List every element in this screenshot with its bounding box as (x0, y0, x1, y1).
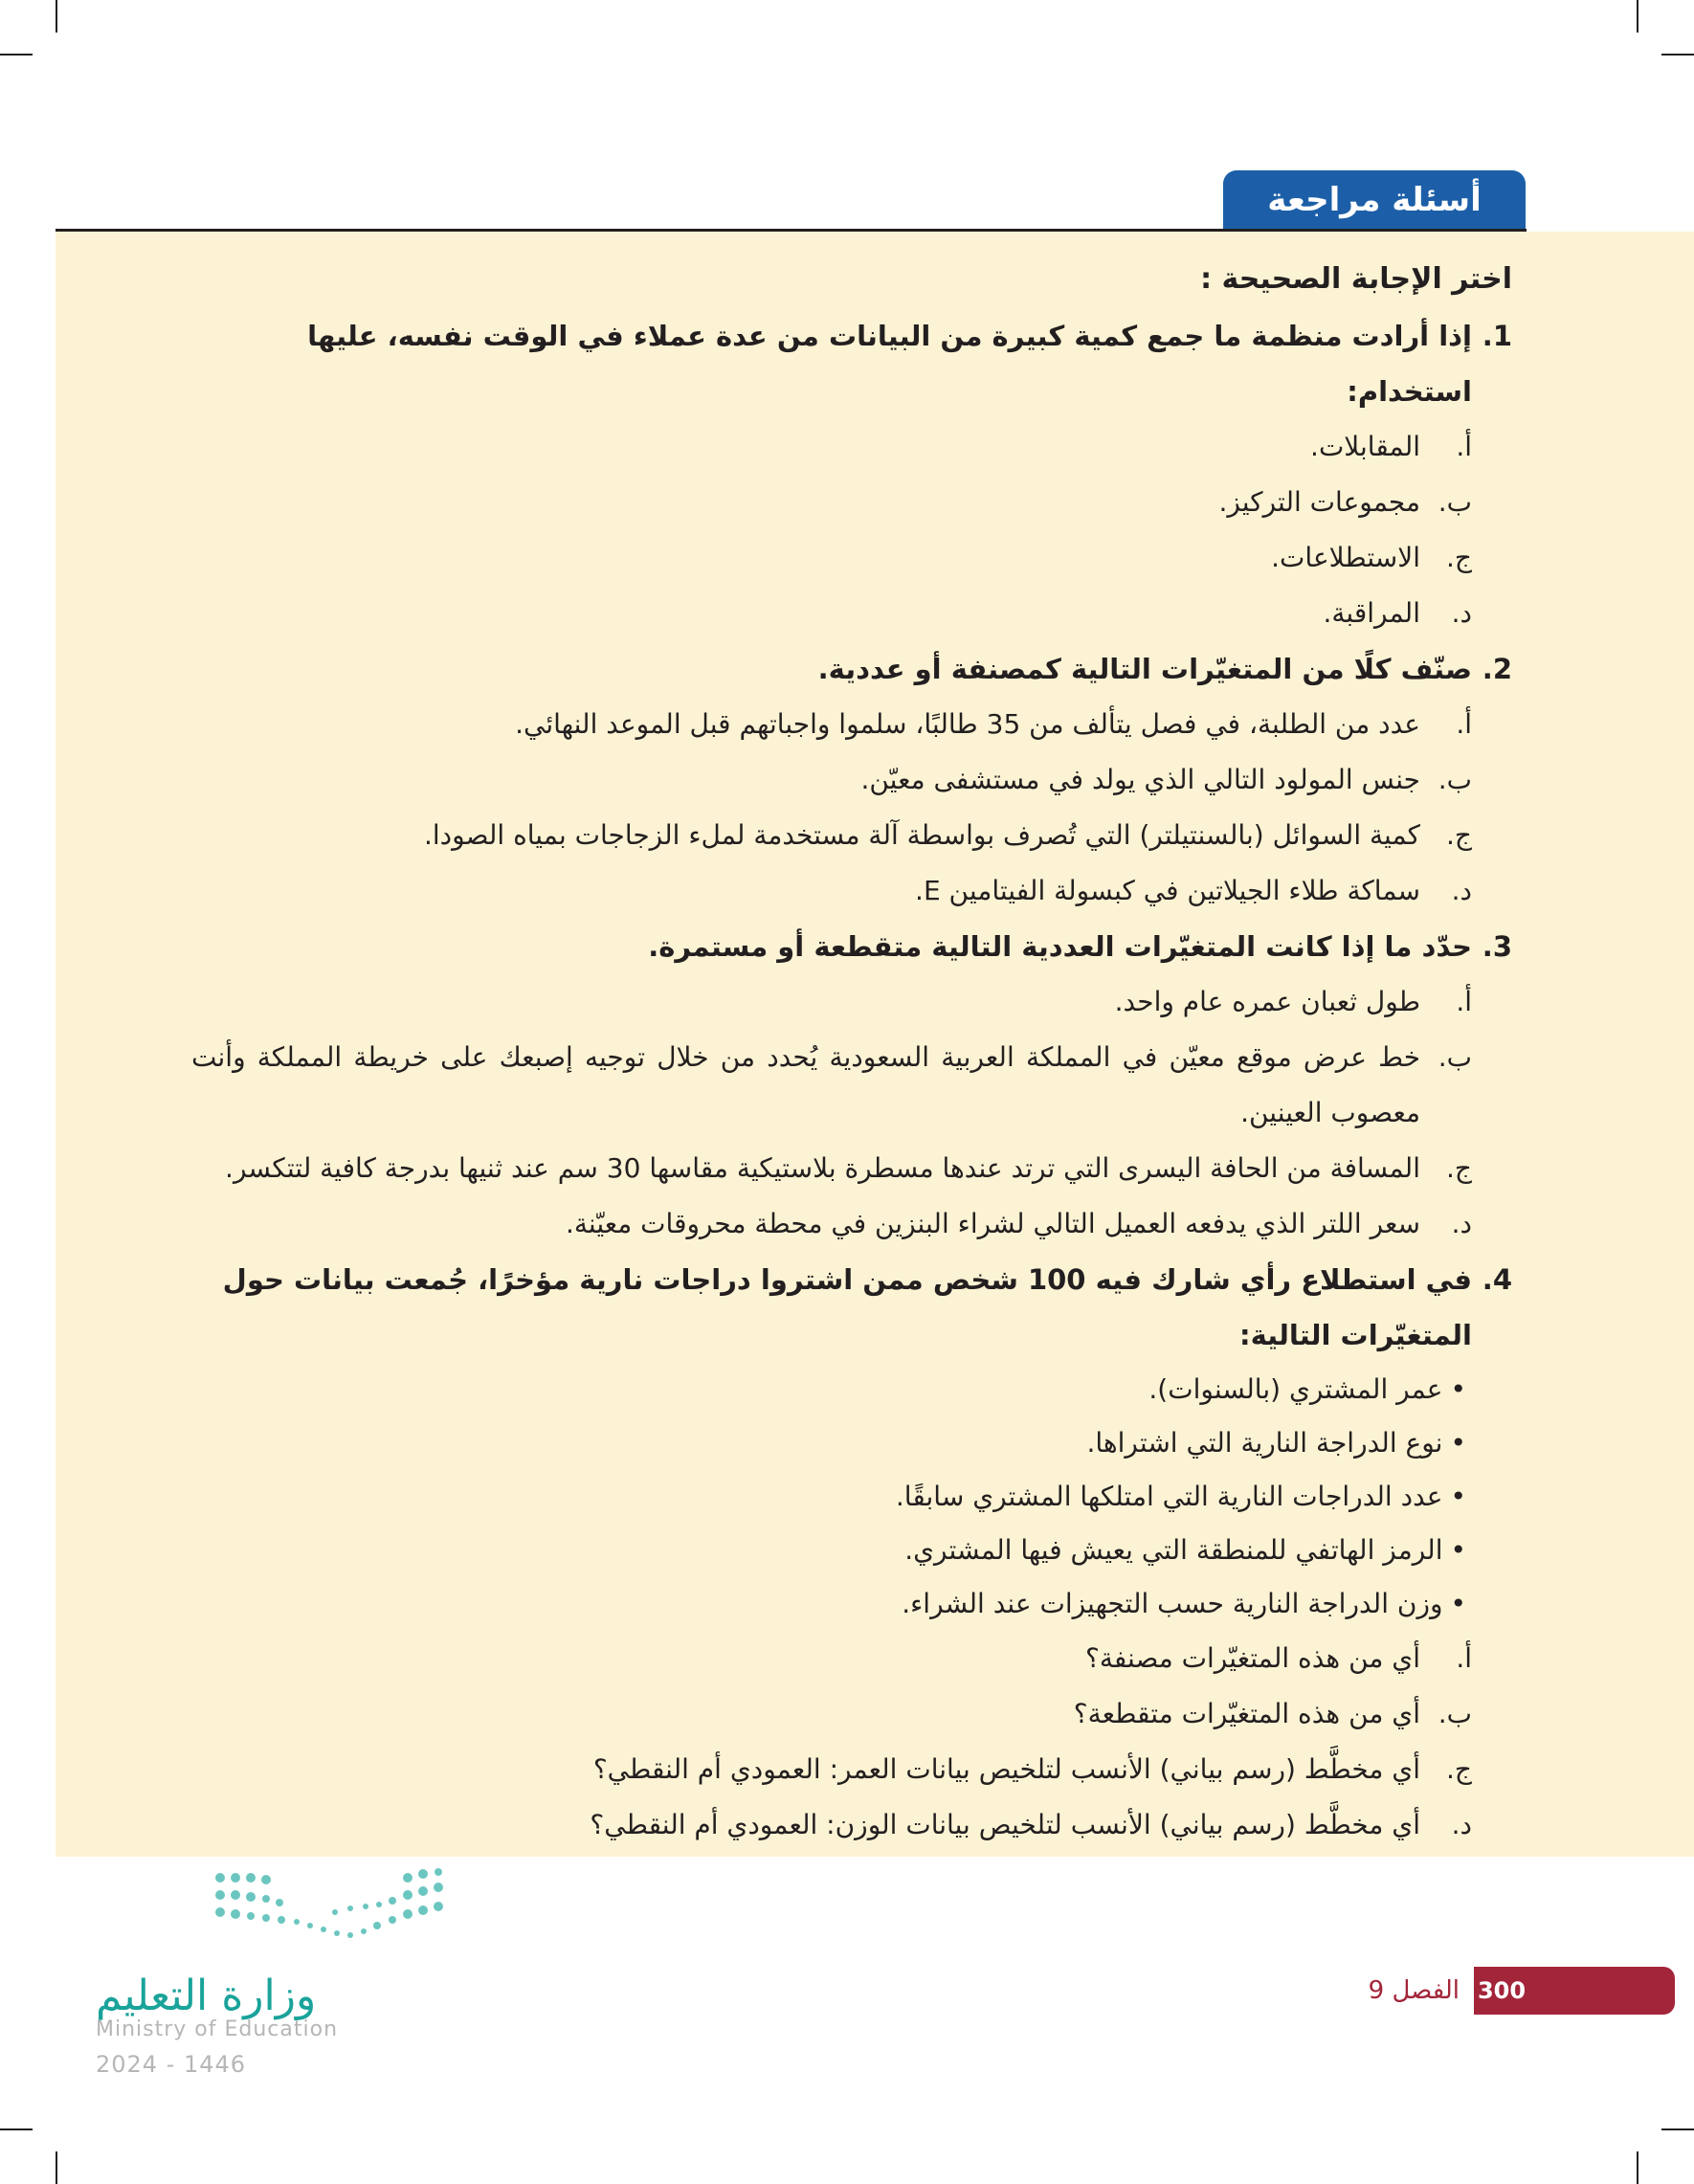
question-number: 1. (1482, 320, 1512, 352)
option (191, 1030, 1512, 1141)
option-text: أي من هذه المتغيّرات مصنفة؟ (1085, 1642, 1420, 1674)
option-text: أي مخطَّط (رسم بياني) الأنسب لتلخيص بيانات الوزن: العمودي أم النقطي؟ (590, 1809, 1420, 1840)
bullet-item (191, 1524, 1512, 1577)
question-text: صنّف كلًا من المتغيّرات التالية كمصنفة أو عددية. (817, 653, 1472, 685)
option-letter: ب. (1438, 1698, 1472, 1729)
ministry-year: 2024 - 1446 (96, 2051, 247, 2078)
question-number: 2. (1482, 653, 1512, 685)
option (191, 530, 1512, 586)
bullet-text: نوع الدراجة النارية التي اشتراها. (1086, 1427, 1443, 1459)
option (191, 419, 1512, 475)
option-letter: ج. (1446, 542, 1472, 573)
option-text: كمية السوائل (بالسنتيلتر) التي تُصرف بواسطة آلة مستخدمة لملء الزجاجات بمياه الصودا. (424, 819, 1420, 851)
question-number: 4. (1482, 1263, 1512, 1296)
option-text: أي مخطَّط (رسم بياني) الأنسب لتلخيص بيانات العمر: العمودي أم النقطي؟ (592, 1753, 1420, 1785)
question (191, 308, 1512, 419)
option-text: خط عرض موقع معيّن في المملكة العربية السعودية يُحدد من خلال توجيه إصبعك على خريطة المملكة وأنت معصوب العينين. (191, 1041, 1420, 1128)
option (191, 1686, 1512, 1742)
option (191, 697, 1512, 752)
question-text: في استطلاع رأي شارك فيه 100 شخص ممن اشتروا دراجات نارية مؤخرًا، جُمعت بيانات حول المتغيّرات التالية: (222, 1263, 1472, 1351)
bullet-item (191, 1416, 1512, 1470)
question-number: 3. (1482, 930, 1512, 963)
option-letter: د. (1451, 1208, 1472, 1239)
option (191, 752, 1512, 808)
bullet-icon: • (1450, 1588, 1466, 1619)
option-letter: أ. (1456, 986, 1472, 1017)
crop-mark (1661, 54, 1694, 56)
option-letter: أ. (1456, 1642, 1472, 1674)
option-text: طول ثعبان عمره عام واحد. (1114, 986, 1420, 1017)
question (191, 1252, 1512, 1363)
bullet-icon: • (1450, 1373, 1466, 1405)
option-text: المراقبة. (1323, 597, 1420, 629)
crop-mark (1661, 2128, 1694, 2130)
option (191, 586, 1512, 641)
option (191, 1141, 1512, 1196)
bullet-icon: • (1450, 1427, 1466, 1459)
option (191, 974, 1512, 1030)
ministry-logo-icon (211, 1868, 450, 1954)
option-letter: د. (1451, 597, 1472, 629)
bullet-text: عدد الدراجات النارية التي امتلكها المشتري سابقًا. (895, 1481, 1443, 1512)
chapter-label: الفصل 9 (1368, 1976, 1460, 2005)
option (191, 1742, 1512, 1797)
option (191, 1797, 1512, 1853)
option (191, 1196, 1512, 1252)
crop-mark (0, 54, 33, 56)
ministry-name-arabic: وزارة التعليم (96, 1972, 317, 2020)
option-text: عدد من الطلبة، في فصل يتألف من 35 طالبًا، سلموا واجباتهم قبل الموعد النهائي. (515, 708, 1420, 740)
option-letter: ج. (1446, 819, 1472, 851)
instruction: اختر الإجابة الصحيحة : (1200, 262, 1512, 296)
option-letter: د. (1451, 1809, 1472, 1840)
option-text: مجموعات التركيز. (1218, 486, 1420, 518)
bullet-item (191, 1470, 1512, 1524)
question (191, 641, 1512, 697)
question-text: إذا أرادت منظمة ما جمع كمية كبيرة من البيانات من عدة عملاء في الوقت نفسه، عليها استخدام: (307, 320, 1472, 408)
crop-mark (0, 2128, 33, 2130)
option-letter: ب. (1438, 1041, 1472, 1073)
option-text: أي من هذه المتغيّرات متقطعة؟ (1073, 1698, 1420, 1729)
bullet-text: عمر المشتري (بالسنوات). (1148, 1373, 1443, 1405)
option-text: المقابلات. (1310, 431, 1420, 462)
bullet-icon: • (1450, 1481, 1466, 1512)
option (191, 475, 1512, 530)
bullet-item (191, 1363, 1512, 1416)
option (191, 1631, 1512, 1686)
bullet-item (191, 1577, 1512, 1631)
section-title: أسئلة مراجعة (1223, 170, 1526, 230)
option-text: سماكة طلاء الجيلاتين في كبسولة الفيتامين E. (915, 875, 1420, 906)
option-letter: ب. (1438, 764, 1472, 795)
option-text: المسافة من الحافة اليسرى التي ترتد عندها مسطرة بلاستيكية مقاسها 30 سم عند ثنيها بدرجة كافية لتتكسر. (225, 1152, 1420, 1184)
question-text: حدّد ما إذا كانت المتغيّرات العددية التالية متقطعة أو مستمرة. (648, 930, 1472, 963)
option-letter: ج. (1446, 1152, 1472, 1184)
option-text: الاستطلاعات. (1271, 542, 1420, 573)
option-letter: ج. (1446, 1753, 1472, 1785)
option-text: جنس المولود التالي الذي يولد في مستشفى معيّن. (860, 764, 1420, 795)
bullet-text: الرمز الهاتفي للمنطقة التي يعيش فيها المشتري. (904, 1534, 1443, 1566)
crop-mark (1637, 0, 1638, 33)
option (191, 808, 1512, 863)
crop-mark (1637, 2151, 1638, 2184)
ministry-name-english: Ministry of Education (96, 2017, 339, 2041)
option-letter: أ. (1456, 708, 1472, 740)
crop-mark (56, 0, 57, 33)
question (191, 919, 1512, 974)
page-number: 300 (1474, 1967, 1529, 2015)
review-questions (191, 251, 1512, 1853)
bullet-icon: • (1450, 1534, 1466, 1566)
option-text: سعر اللتر الذي يدفعه العميل التالي لشراء البنزين في محطة محروقات معيّنة. (565, 1208, 1420, 1239)
option-letter: ب. (1438, 486, 1472, 518)
option-letter: د. (1451, 875, 1472, 906)
crop-mark (56, 2151, 57, 2184)
option-letter: أ. (1456, 431, 1472, 462)
bullet-text: وزن الدراجة النارية حسب التجهيزات عند الشراء. (902, 1588, 1443, 1619)
option (191, 863, 1512, 919)
